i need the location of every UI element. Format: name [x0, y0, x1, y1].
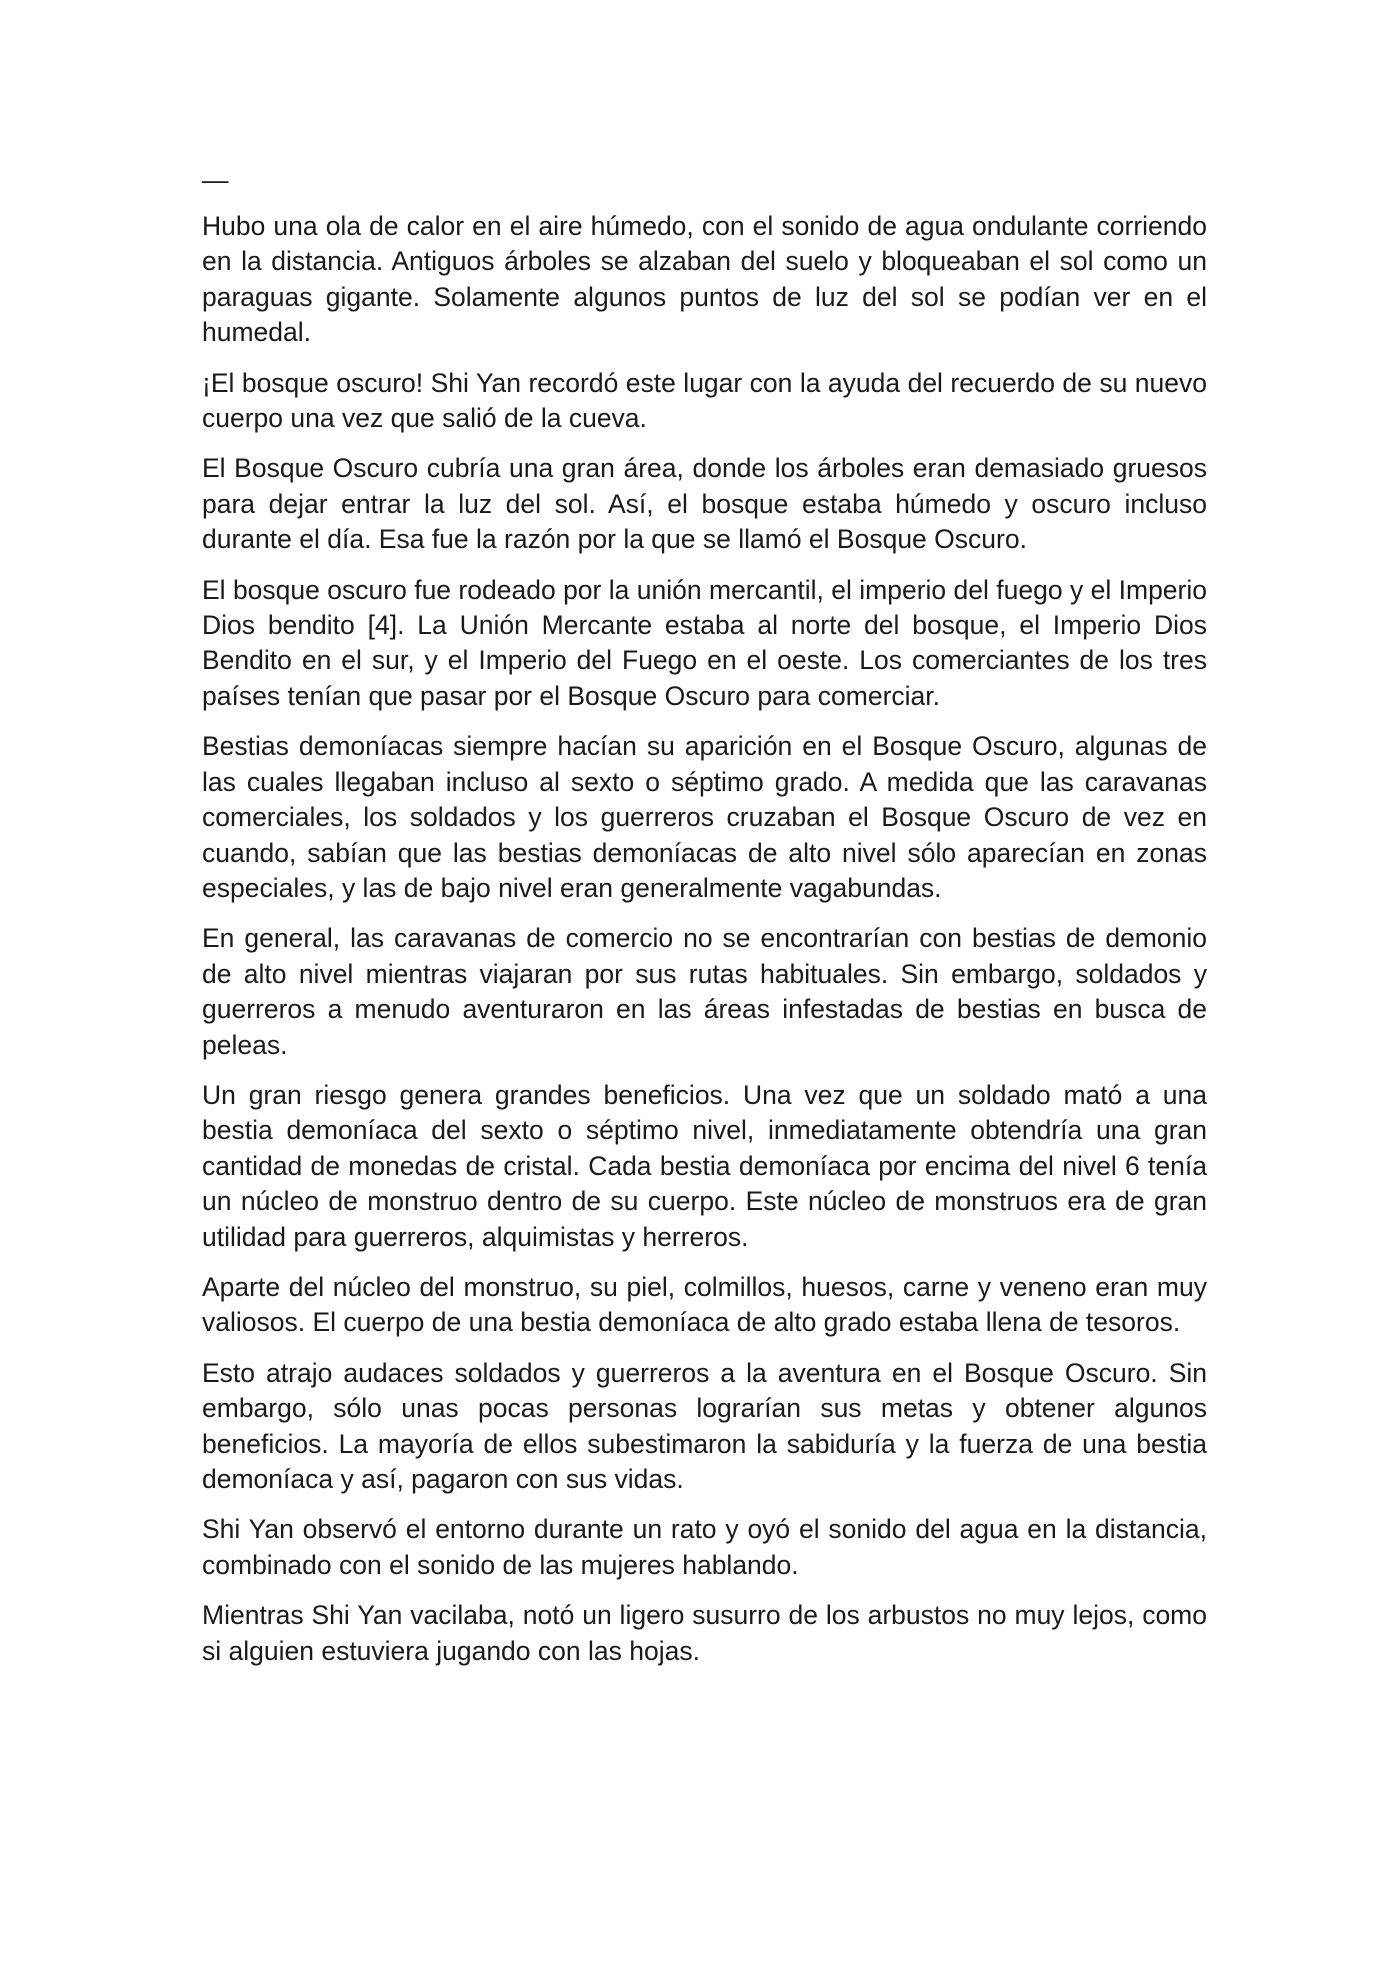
paragraph-6: En general, las caravanas de comercio no se encontrarían con bestias de demonio de alto nivel mientras viajaran por sus rutas habituales. Sin embargo, soldados y guerreros a menudo aventuraron en las áreas infestadas de bestias en busca de peleas. [202, 923, 1207, 1060]
paragraph-11: Mientras Shi Yan vacilaba, notó un ligero susurro de los arbustos no muy lejos, como si alguien estuviera jugando con las hojas. [202, 1600, 1207, 1666]
paragraph-3: El Bosque Oscuro cubría una gran área, donde los árboles eran demasiado gruesos para dejar entrar la luz del sol. Así, el bosque estaba húmedo y oscuro incluso durante el día. Esa fue la razón por la que se llamó el Bosque Oscuro. [202, 453, 1207, 555]
section-separator: — [202, 165, 229, 195]
document-body [202, 163, 1207, 1684]
paragraph-10: Shi Yan observó el entorno durante un rato y oyó el sonido del agua en la distancia, combinado con el sonido de las mujeres hablando. [202, 1514, 1207, 1580]
paragraph-1: Hubo una ola de calor en el aire húmedo, con el sonido de agua ondulante corriendo en la distancia. Antiguos árboles se alzaban del suelo y bloqueaban el sol como un paraguas gigante. Solamente algunos puntos de luz del sol se podían ver en el humedal. [202, 211, 1207, 348]
paragraph-7: Un gran riesgo genera grandes beneficios. Una vez que un soldado mató a una bestia demoníaca del sexto o séptimo nivel, inmediatamente obtendría una gran cantidad de monedas de cristal. Cada bestia demoníaca por encima del nivel 6 tenía un núcleo de monstruo dentro de su cuerpo. Este núcleo de monstruos era de gran utilidad para guerreros, alquimistas y herreros. [202, 1079, 1207, 1252]
paragraph-2: ¡El bosque oscuro! Shi Yan recordó este lugar con la ayuda del recuerdo de su nuevo cuerpo una vez que salió de la cueva. [202, 367, 1207, 434]
paragraph-4: El bosque oscuro fue rodeado por la unión mercantil, el imperio del fuego y el Imperio Dios bendito [4]. La Unión Mercante estaba al norte del bosque, el Imperio Dios Bendito en el sur, y el Imperio del Fuego en el oeste. Los comerciantes de los tres países tenían que pasar por el Bosque Oscuro para comerciar. [202, 574, 1207, 711]
paragraph-8: Aparte del núcleo del monstruo, su piel, colmillos, huesos, carne y veneno eran muy valiosos. El cuerpo de una bestia demoníaca de alto grado estaba llena de tesoros. [202, 1271, 1207, 1338]
paragraph-9: Esto atrajo audaces soldados y guerreros a la aventura en el Bosque Oscuro. Sin embargo, sólo unas pocas personas lograrían sus metas y obtener algunos beneficios. La mayoría de ellos subestimaron la sabiduría y la fuerza de una bestia demoníaca y así, pagaron con sus vidas. [202, 1357, 1207, 1494]
paragraph-5: Bestias demoníacas siempre hacían su aparición en el Bosque Oscuro, algunas de las cuales llegaban incluso al sexto o séptimo grado. A medida que las caravanas comerciales, los soldados y los guerreros cruzaban el Bosque Oscuro de vez en cuando, sabían que las bestias demoníacas de alto nivel sólo aparecían en zonas especiales, y las de bajo nivel eran generalmente vagabundas. [202, 731, 1207, 903]
